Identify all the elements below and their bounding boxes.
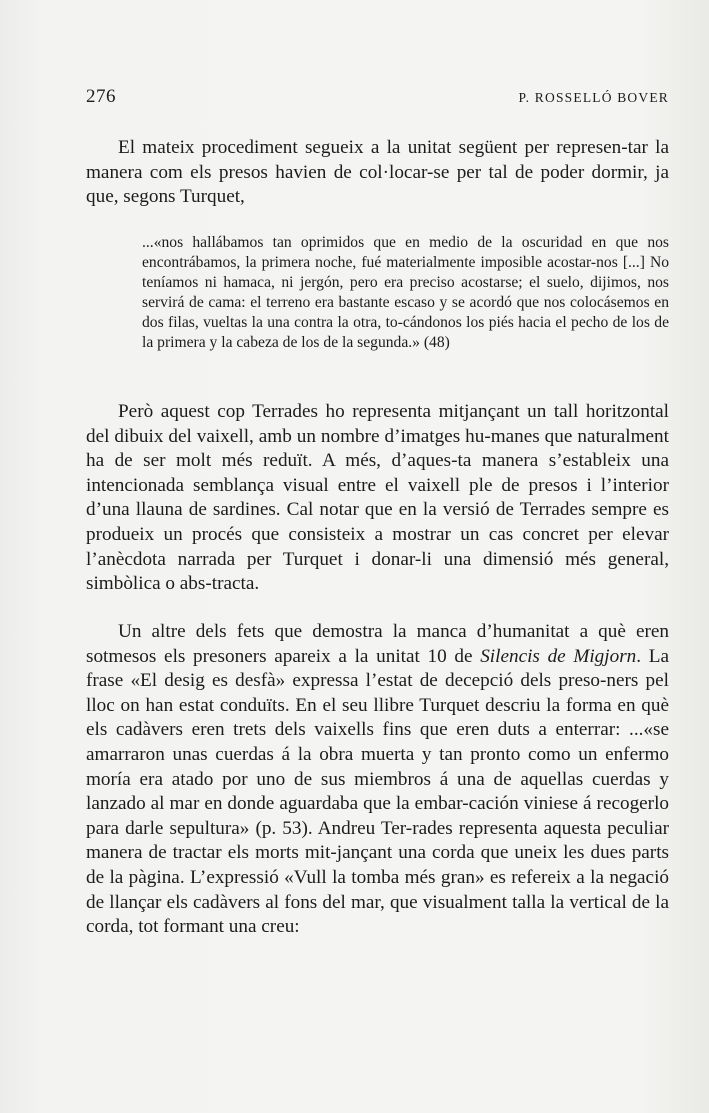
paragraph-2-block [86, 400, 669, 597]
paragraph-2: Però aquest cop Terrades ho representa mitjançant un tall horitzontal del dibuix del vaixell, amb un nombre d’imatges hu-manes que naturalment ha de ser molt més reduït. A més, d’aques-ta manera s’estableix una intencionada semblança visual entre el vaixell ple de presos i l’interior d’una llauna de sardines. Cal notar que en la versió de Terrades sempre es produeix un procés que consisteix a mostrar un cas concret per elevar l’anècdota narrada per Turquet i donar-li una dimensió més general, simbòlica o abs-tracta. [86, 401, 669, 595]
page-header [86, 86, 669, 112]
body-text [86, 136, 669, 938]
block-quote-text: ...«nos hallábamos tan oprimidos que en medio de la oscuridad en que nos encontrábamos, la primera noche, fué materialmente imposible acostar-nos [...] No teníamos ni hamaca, ni jergón, pero era preciso acostarse; el suelo, dijimos, nos servirá de cama: el terreno era bastante escaso y se acordó que nos colocásemos en dos filas, vueltas la una contra la otra, to-cándonos los piés hacia el pecho de los de la primera y la cabeza de los de la segunda.» (48) [142, 234, 669, 352]
paragraph-1: El mateix procediment segueix a la unitat següent per represen-tar la manera com els presos havien de col·locar-se per tal de poder dormir, ja que, segons Turquet, [86, 137, 669, 208]
running-head: P. ROSSELLÓ BOVER [518, 90, 669, 105]
block-quote [142, 233, 669, 354]
paragraph-3 [86, 620, 669, 940]
book-title: Silencis de Migjorn [480, 645, 637, 667]
page-number: 276 [86, 86, 116, 107]
paragraph-3-text-start: Un altre dels fets que demostra la manca d’humanitat a què eren sotmesos els presoners apareix a la unitat 10 de [86, 621, 669, 667]
paragraph-3-block [86, 620, 669, 940]
paragraph-3-text-end: . La frase «El desig es desfà» expressa l’estat de decepció dels preso-ners pel lloc on han estat conduïts. En el seu llibre Turquet descriu la forma en què els cadàvers eren trets dels vaixells fins que eren duts a enterrar: ...«se amarraron unas cuerdas á la obra muerta y tan pronto como un enfermo moría era atado por uno de sus miembros á una de aquellas cuerdas y lanzado al mar en donde aguardaba que la embar-cación viniese á recogerlo para darle sepultura» (p. 53). Andreu Ter-rades representa aquesta peculiar manera de tractar els morts mit-jançant una corda que uneix les dues parts de la pàgina. L’expressió «Vull la tomba més gran» es refereix a la negació de llançar els cadàvers al fons del mar, que visualment talla la vertical de la corda, tot formant una creu: [86, 645, 669, 938]
